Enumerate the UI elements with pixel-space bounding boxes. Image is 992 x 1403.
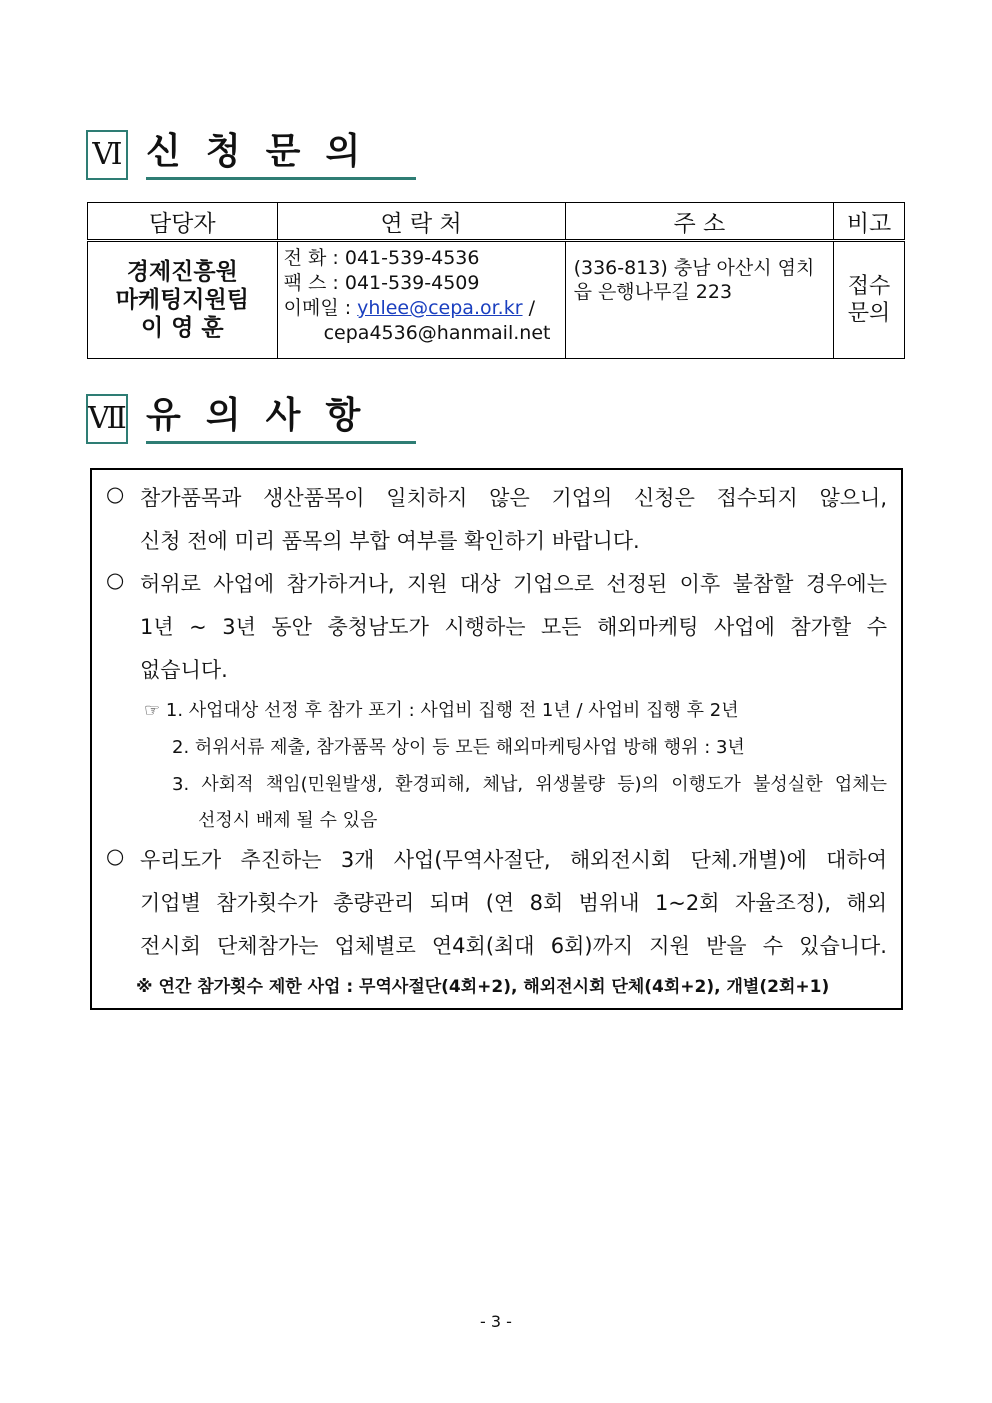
note-cell: [834, 241, 905, 359]
contact-cell: [277, 241, 565, 359]
person-org: 경제진흥원: [126, 259, 238, 285]
sub-item-3-line-1: 3. 사회적 책임(민원발생, 환경피해, 체납, 위생불량 등)의 이행도가 불성실한 업체는: [172, 774, 887, 795]
notice-box: [90, 468, 903, 1010]
section-7-numeral: Ⅶ: [86, 394, 128, 444]
sub-item-1-text: 1. 사업대상 선정 후 참가 포기 : 사업비 집행 전 1년 / 사업비 집행 후 2년: [165, 700, 739, 721]
bullet-circle-icon: ○: [106, 844, 125, 868]
fax-value: 041-539-4509: [344, 272, 480, 294]
notice-item-2-line-2: 1년 ~ 3년 동안 충청남도가 시행하는 모든 해외마케팅 사업에 참가할 수: [140, 615, 887, 639]
contact-table: [87, 202, 905, 359]
notice-item-2-line-3: 없습니다.: [140, 658, 228, 682]
pointing-hand-icon: ☞: [144, 700, 161, 721]
address-cell: [565, 241, 834, 359]
notice-item-3-line-2: 기업별 참가횟수가 총량관리 되며 (연 8회 범위내 1~2회 자율조정), 해외: [140, 891, 887, 915]
person-team: 마케팅지원팀: [115, 287, 249, 313]
email-label: 이메일 :: [283, 297, 352, 319]
person-cell: [88, 241, 278, 359]
section-7-title: 유 의 사 항: [146, 394, 416, 444]
header-person: 담당자: [88, 203, 278, 241]
notice-item-3-line-3: 전시회 단체참가는 업체별로 연4회(최대 6회)까지 지원 받을 수 있습니다.: [140, 934, 887, 958]
annual-limit-note: ※ 연간 참가횟수 제한 사업 : 무역사절단(4회+2), 해외전시회 단체(4회+2), 개별(2회+1): [136, 977, 830, 997]
bullet-circle-icon: ○: [106, 568, 125, 592]
header-address: 주 소: [565, 203, 834, 241]
address-line-2: 읍 은행나무길 223: [573, 281, 733, 303]
contact-table-row: [88, 241, 905, 359]
notice-item-3-line-1: 우리도가 추진하는 3개 사업(무역사절단, 해외전시회 단체.개별)에 대하여: [140, 848, 887, 872]
phone-line: [284, 246, 565, 271]
fax-label: 팩 스 :: [283, 272, 339, 294]
notice-item-1-line-1: 참가품목과 생산품목이 일치하지 않은 기업의 신청은 접수되지 않으니,: [140, 486, 887, 510]
notice-item-1-line-2: 신청 전에 미리 품목의 부합 여부를 확인하기 바랍니다.: [140, 529, 640, 553]
note-line-1: 접수: [847, 274, 891, 299]
phone-label: 전 화 :: [283, 247, 339, 269]
section-6-title: 신 청 문 의: [146, 130, 416, 180]
bullet-circle-icon: ○: [106, 482, 125, 506]
email-link-primary[interactable]: yhlee@cepa.or.kr: [357, 297, 523, 319]
sub-item-3-line-2: 선정시 배제 될 수 있음: [198, 810, 378, 831]
phone-value: 041-539-4536: [344, 247, 480, 269]
page-number: - 3 -: [480, 1312, 512, 1331]
fax-line: [284, 271, 565, 296]
header-note: 비고: [834, 203, 905, 241]
sub-item-1: [144, 696, 739, 722]
email-line: [284, 296, 565, 321]
person-name: 이 영 훈: [140, 315, 224, 341]
email-separator: /: [522, 297, 535, 319]
note-line-2: 문의: [847, 301, 891, 326]
notice-item-2-line-1: 허위로 사업에 참가하거나, 지원 대상 기업으로 선정된 이후 불참할 경우에는: [140, 572, 887, 596]
address-line-1: (336-813) 충남 아산시 염치: [573, 257, 815, 279]
sub-item-2: 2. 허위서류 제출, 참가품목 상이 등 모든 해외마케팅사업 방해 행위 : 3년: [172, 737, 745, 758]
email-secondary: cepa4536@hanmail.net: [323, 322, 551, 344]
section-6-numeral: Ⅵ: [86, 130, 128, 180]
header-contact: 연 락 처: [277, 203, 565, 241]
contact-table-header: [88, 203, 905, 241]
